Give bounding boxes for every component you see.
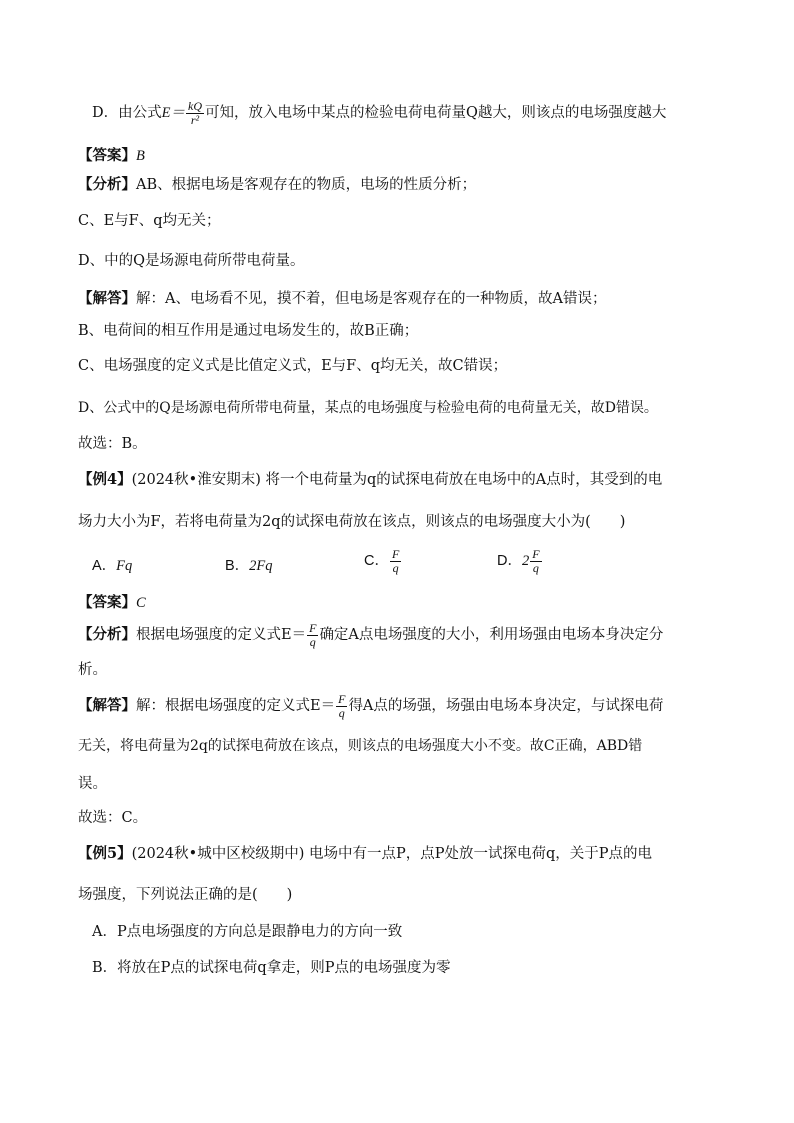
prev-solution-line3 <box>78 358 507 375</box>
analysis-denominator: q <box>309 634 316 649</box>
prev-analysis-line2 <box>78 213 221 230</box>
example4-line2 <box>78 514 625 531</box>
example4-option-b[interactable] <box>225 554 273 575</box>
analysis-numerator: F <box>309 621 317 635</box>
formula-numerator: kQ <box>188 99 202 113</box>
example4-option-d[interactable] <box>497 548 543 574</box>
example4-solution-line2 <box>78 738 642 755</box>
example5-option-a[interactable] <box>92 924 402 941</box>
option-b-text: 2Fq <box>249 558 273 574</box>
prev-analysis-line3 <box>78 253 305 270</box>
example4-solution-text-2: 无关，将电荷量为2q的试探电荷放在该点，则该点的电场强度大小不变。故C正确，ABD错 <box>78 738 643 754</box>
prev-solution-line2 <box>78 323 418 340</box>
example4-analysis-tag: 【分析】 <box>78 626 136 644</box>
formula-fraction <box>186 100 204 126</box>
solution-numerator: F <box>338 692 346 706</box>
analysis-text: AB、根据电场是客观存在的物质，电场的性质分析； <box>136 177 477 193</box>
example4-choice <box>78 810 147 827</box>
example4-answer <box>78 594 146 612</box>
example4-solution-line1 <box>78 693 663 719</box>
formula-lhs: E＝ <box>161 105 185 122</box>
example4-stem-2: 场力大小为F，若将电荷量为2q的试探电荷放在该点，则该点的电场强度大小为( ) <box>78 514 626 530</box>
formula-denominator: r² <box>190 112 200 127</box>
analysis-text-3: D、中的Q是场源电荷所带电荷量。 <box>78 253 305 269</box>
example4-stem-1: (2024秋•淮安期末) 将一个电荷量为q的试探电荷放在电场中的A点时，其受到的电 <box>131 472 663 488</box>
example4-answer-tag: 【答案】 <box>78 594 136 611</box>
solution-text-3: C、电场强度的定义式是比值定义式，E与F、q均无关，故C错误； <box>78 358 508 374</box>
option-d-prefix: D．由公式 <box>92 105 162 122</box>
example4-choice-text: 故选：C。 <box>78 810 148 826</box>
prev-analysis-line1 <box>78 176 476 194</box>
example4-solution-post: 得A点的场强，场强由电场本身决定，与试探电荷 <box>348 698 664 715</box>
example5-line2 <box>78 887 292 904</box>
option-c-numerator: F <box>391 547 400 561</box>
example4-solution-line3 <box>78 776 107 793</box>
solution-text-2: B、电荷间的相互作用是通过电场发生的，故B正确； <box>78 323 419 339</box>
example4-option-c[interactable] <box>364 548 402 574</box>
option-d-line <box>92 100 666 126</box>
solution-tag: 【解答】 <box>78 290 136 307</box>
option-d-numerator: F <box>532 547 540 561</box>
prev-solution-line1 <box>78 290 606 308</box>
option-b-letter: B． <box>225 558 250 574</box>
example5-option-b[interactable] <box>92 960 450 977</box>
analysis-tag: 【分析】 <box>78 176 136 193</box>
option-a-text: Fq <box>116 558 133 574</box>
example5-option-a-text: A．P点电场强度的方向总是跟静电力的方向一致 <box>92 924 403 940</box>
solution-choice: 故选：B。 <box>78 436 147 452</box>
analysis-text-2: C、E与F、q均无关； <box>78 213 221 229</box>
prev-solution-choice <box>78 436 147 453</box>
option-d-fraction <box>530 548 541 574</box>
example5-option-b-text: B．将放在P点的试探电荷q拿走，则P点的电场强度为零 <box>92 960 451 976</box>
example4-analysis-post: 确定A点电场强度的大小，利用场强由电场本身决定分 <box>319 627 664 644</box>
example5-line1 <box>78 845 652 863</box>
option-d-suffix: 可知，放入电场中某点的检验电荷电荷量Q越大，则该点的电场强度越大 <box>205 105 667 122</box>
example4-analysis-pre: 根据电场强度的定义式E＝ <box>136 627 307 644</box>
option-c-denominator: q <box>392 560 399 575</box>
answer-tag: 【答案】 <box>78 147 136 164</box>
prev-solution-line4 <box>78 400 658 417</box>
answer-value: B <box>136 148 145 164</box>
prev-answer <box>78 147 145 165</box>
example4-line1 <box>78 471 662 489</box>
solution-text-4: D、公式中的Q是场源电荷所带电荷量，某点的电场强度与检验电荷的电荷量无关，故D错误。 <box>78 400 658 416</box>
example4-tag: 【例4】 <box>78 471 132 488</box>
solution-denominator: q <box>338 705 345 720</box>
example5-stem-1: (2024秋•城中区校级期中) 电场中有一点P，点P处放一试探电荷q，关于P点的电 <box>131 846 653 862</box>
example4-solution-tag: 【解答】 <box>78 697 136 715</box>
example4-solution-fraction <box>336 693 347 719</box>
option-a-letter: A． <box>92 558 117 574</box>
example4-answer-value: C <box>136 595 146 611</box>
solution-text-1: 解：A、电场看不见，摸不着，但电场是客观存在的一种物质，故A错误； <box>136 291 607 307</box>
example4-analysis-text-2: 析。 <box>78 662 107 678</box>
example5-stem-2: 场强度，下列说法正确的是( ) <box>78 887 293 903</box>
example4-option-a[interactable] <box>92 554 132 575</box>
option-d-coef: 2 <box>521 553 530 570</box>
example4-analysis-line2 <box>78 662 107 679</box>
example4-analysis-fraction <box>307 622 318 648</box>
option-c-fraction <box>390 548 401 574</box>
example5-tag: 【例5】 <box>78 845 132 862</box>
example4-solution-pre: 解：根据电场强度的定义式E＝ <box>136 698 336 715</box>
option-d-letter: D． <box>497 553 522 570</box>
example4-analysis-line1 <box>78 622 663 648</box>
option-d-denominator: q <box>532 560 539 575</box>
example4-solution-text-3: 误。 <box>78 776 107 792</box>
example4-options <box>0 548 794 588</box>
option-c-letter: C． <box>364 553 389 570</box>
